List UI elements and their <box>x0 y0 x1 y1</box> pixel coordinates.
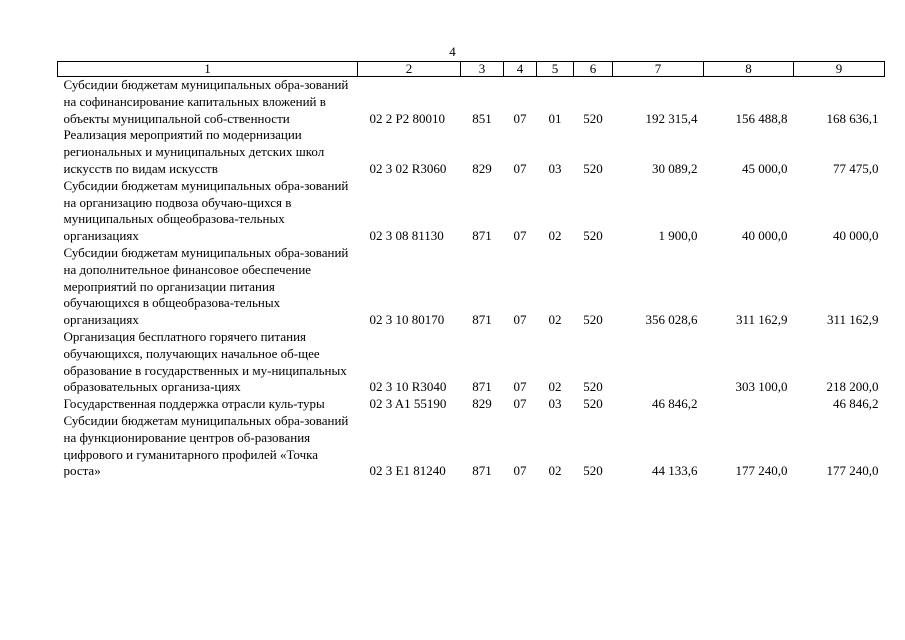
page-number: 4 <box>449 44 456 59</box>
row-name: Реализация мероприятий по модернизации региональных и муниципальных детских школ искусств по видам искусств <box>63 127 325 176</box>
row-code: 02 3 02 R3060 <box>369 160 447 176</box>
row-name: Субсидии бюджетам муниципальных обра-зований на организацию подвоза обучаю-щихся в муниципальных общеобразова-тельных организациях <box>63 177 349 244</box>
header-col-3: 3 <box>461 62 504 77</box>
table-row <box>58 178 885 245</box>
row-code: 02 3 A1 55190 <box>369 396 447 412</box>
row-col-7 <box>613 329 704 396</box>
table-header <box>58 62 885 77</box>
table-row <box>58 329 885 396</box>
row-col-8: 311 162,9 <box>735 312 788 328</box>
table-row <box>58 127 885 177</box>
row-col-6: 520 <box>583 396 603 412</box>
header-col-6: 6 <box>574 62 613 77</box>
row-col-8 <box>704 396 794 413</box>
row-col-5: 02 <box>548 379 562 395</box>
table-row <box>58 396 885 413</box>
row-col-5: 01 <box>548 110 562 126</box>
row-col-3: 851 <box>472 110 492 126</box>
table-body <box>58 77 885 481</box>
row-col-7: 44 133,6 <box>652 463 698 479</box>
row-name: Субсидии бюджетам муниципальных обра-зований на функционирование центров об-разования цифрового и гуманитарного профилей «Точка роста» <box>63 412 349 479</box>
header-col-1: 1 <box>58 62 358 77</box>
row-code: 02 3 10 R3040 <box>369 379 447 395</box>
row-col-3: 871 <box>472 463 492 479</box>
row-col-6: 520 <box>583 228 603 244</box>
row-code: 02 3 E1 81240 <box>369 463 446 479</box>
row-name: Государственная поддержка отрасли куль-туры <box>63 396 325 412</box>
header-col-9: 9 <box>794 62 885 77</box>
header-col-8: 8 <box>704 62 794 77</box>
row-col-8: 40 000,0 <box>742 228 788 244</box>
header-col-7: 7 <box>613 62 704 77</box>
row-col-7: 356 028,6 <box>645 312 698 328</box>
row-col-5: 03 <box>548 396 562 412</box>
row-name: Субсидии бюджетам муниципальных обра-зований на дополнительное финансовое обеспечение мероприятий по организации питания обучающихся в общеобразова-тельных организациях <box>63 244 349 328</box>
row-col-6: 520 <box>583 463 603 479</box>
row-col-9: 218 200,0 <box>826 379 879 395</box>
row-col-8: 156 488,8 <box>735 110 788 126</box>
row-col-9: 168 636,1 <box>826 110 879 126</box>
row-code: 02 3 08 81130 <box>369 228 444 244</box>
row-col-6: 520 <box>583 379 603 395</box>
table-row <box>58 245 885 329</box>
row-col-4: 07 <box>513 110 527 126</box>
row-code: 02 2 P2 80010 <box>369 110 445 126</box>
budget-table <box>57 61 885 480</box>
table-row <box>58 413 885 480</box>
row-code: 02 3 10 80170 <box>369 312 445 328</box>
header-col-4: 4 <box>504 62 537 77</box>
table-row <box>58 77 885 128</box>
row-col-5: 02 <box>548 228 562 244</box>
row-col-5: 02 <box>548 463 562 479</box>
row-col-5: 03 <box>548 160 562 176</box>
row-col-8: 303 100,0 <box>735 379 788 395</box>
row-col-8: 45 000,0 <box>742 160 788 176</box>
row-col-4: 07 <box>513 379 527 395</box>
header-col-2: 2 <box>358 62 461 77</box>
row-col-4: 07 <box>513 160 527 176</box>
row-col-4: 07 <box>513 312 527 328</box>
header-row <box>58 62 885 77</box>
row-col-3: 829 <box>472 396 492 412</box>
row-col-9: 311 162,9 <box>826 312 879 328</box>
row-col-9: 40 000,0 <box>833 228 879 244</box>
row-name: Субсидии бюджетам муниципальных обра-зований на софинансирование капитальных вложений в объекты муниципальной соб-ственности <box>63 77 349 126</box>
row-col-8: 177 240,0 <box>735 463 788 479</box>
row-col-9: 77 475,0 <box>833 160 879 176</box>
row-col-6: 520 <box>583 160 603 176</box>
row-col-4: 07 <box>513 396 527 412</box>
row-col-7: 46 846,2 <box>652 396 698 412</box>
row-col-9: 46 846,2 <box>833 396 879 412</box>
row-col-4: 07 <box>513 463 527 479</box>
row-col-4: 07 <box>513 228 527 244</box>
row-col-3: 829 <box>472 160 492 176</box>
row-col-3: 871 <box>472 228 492 244</box>
row-name: Организация бесплатного горячего питания обучающихся, получающих начальное об-щее образование в государственных и му-ниципальных образовательных организа-циях <box>63 328 347 395</box>
row-col-7: 1 900,0 <box>658 228 698 244</box>
row-col-7: 192 315,4 <box>645 110 698 126</box>
row-col-9: 177 240,0 <box>826 463 879 479</box>
row-col-7: 30 089,2 <box>652 160 698 176</box>
row-col-6: 520 <box>583 110 603 126</box>
row-col-5: 02 <box>548 312 562 328</box>
row-col-3: 871 <box>472 379 492 395</box>
row-col-3: 871 <box>472 312 492 328</box>
header-col-5: 5 <box>537 62 574 77</box>
row-col-6: 520 <box>583 312 603 328</box>
